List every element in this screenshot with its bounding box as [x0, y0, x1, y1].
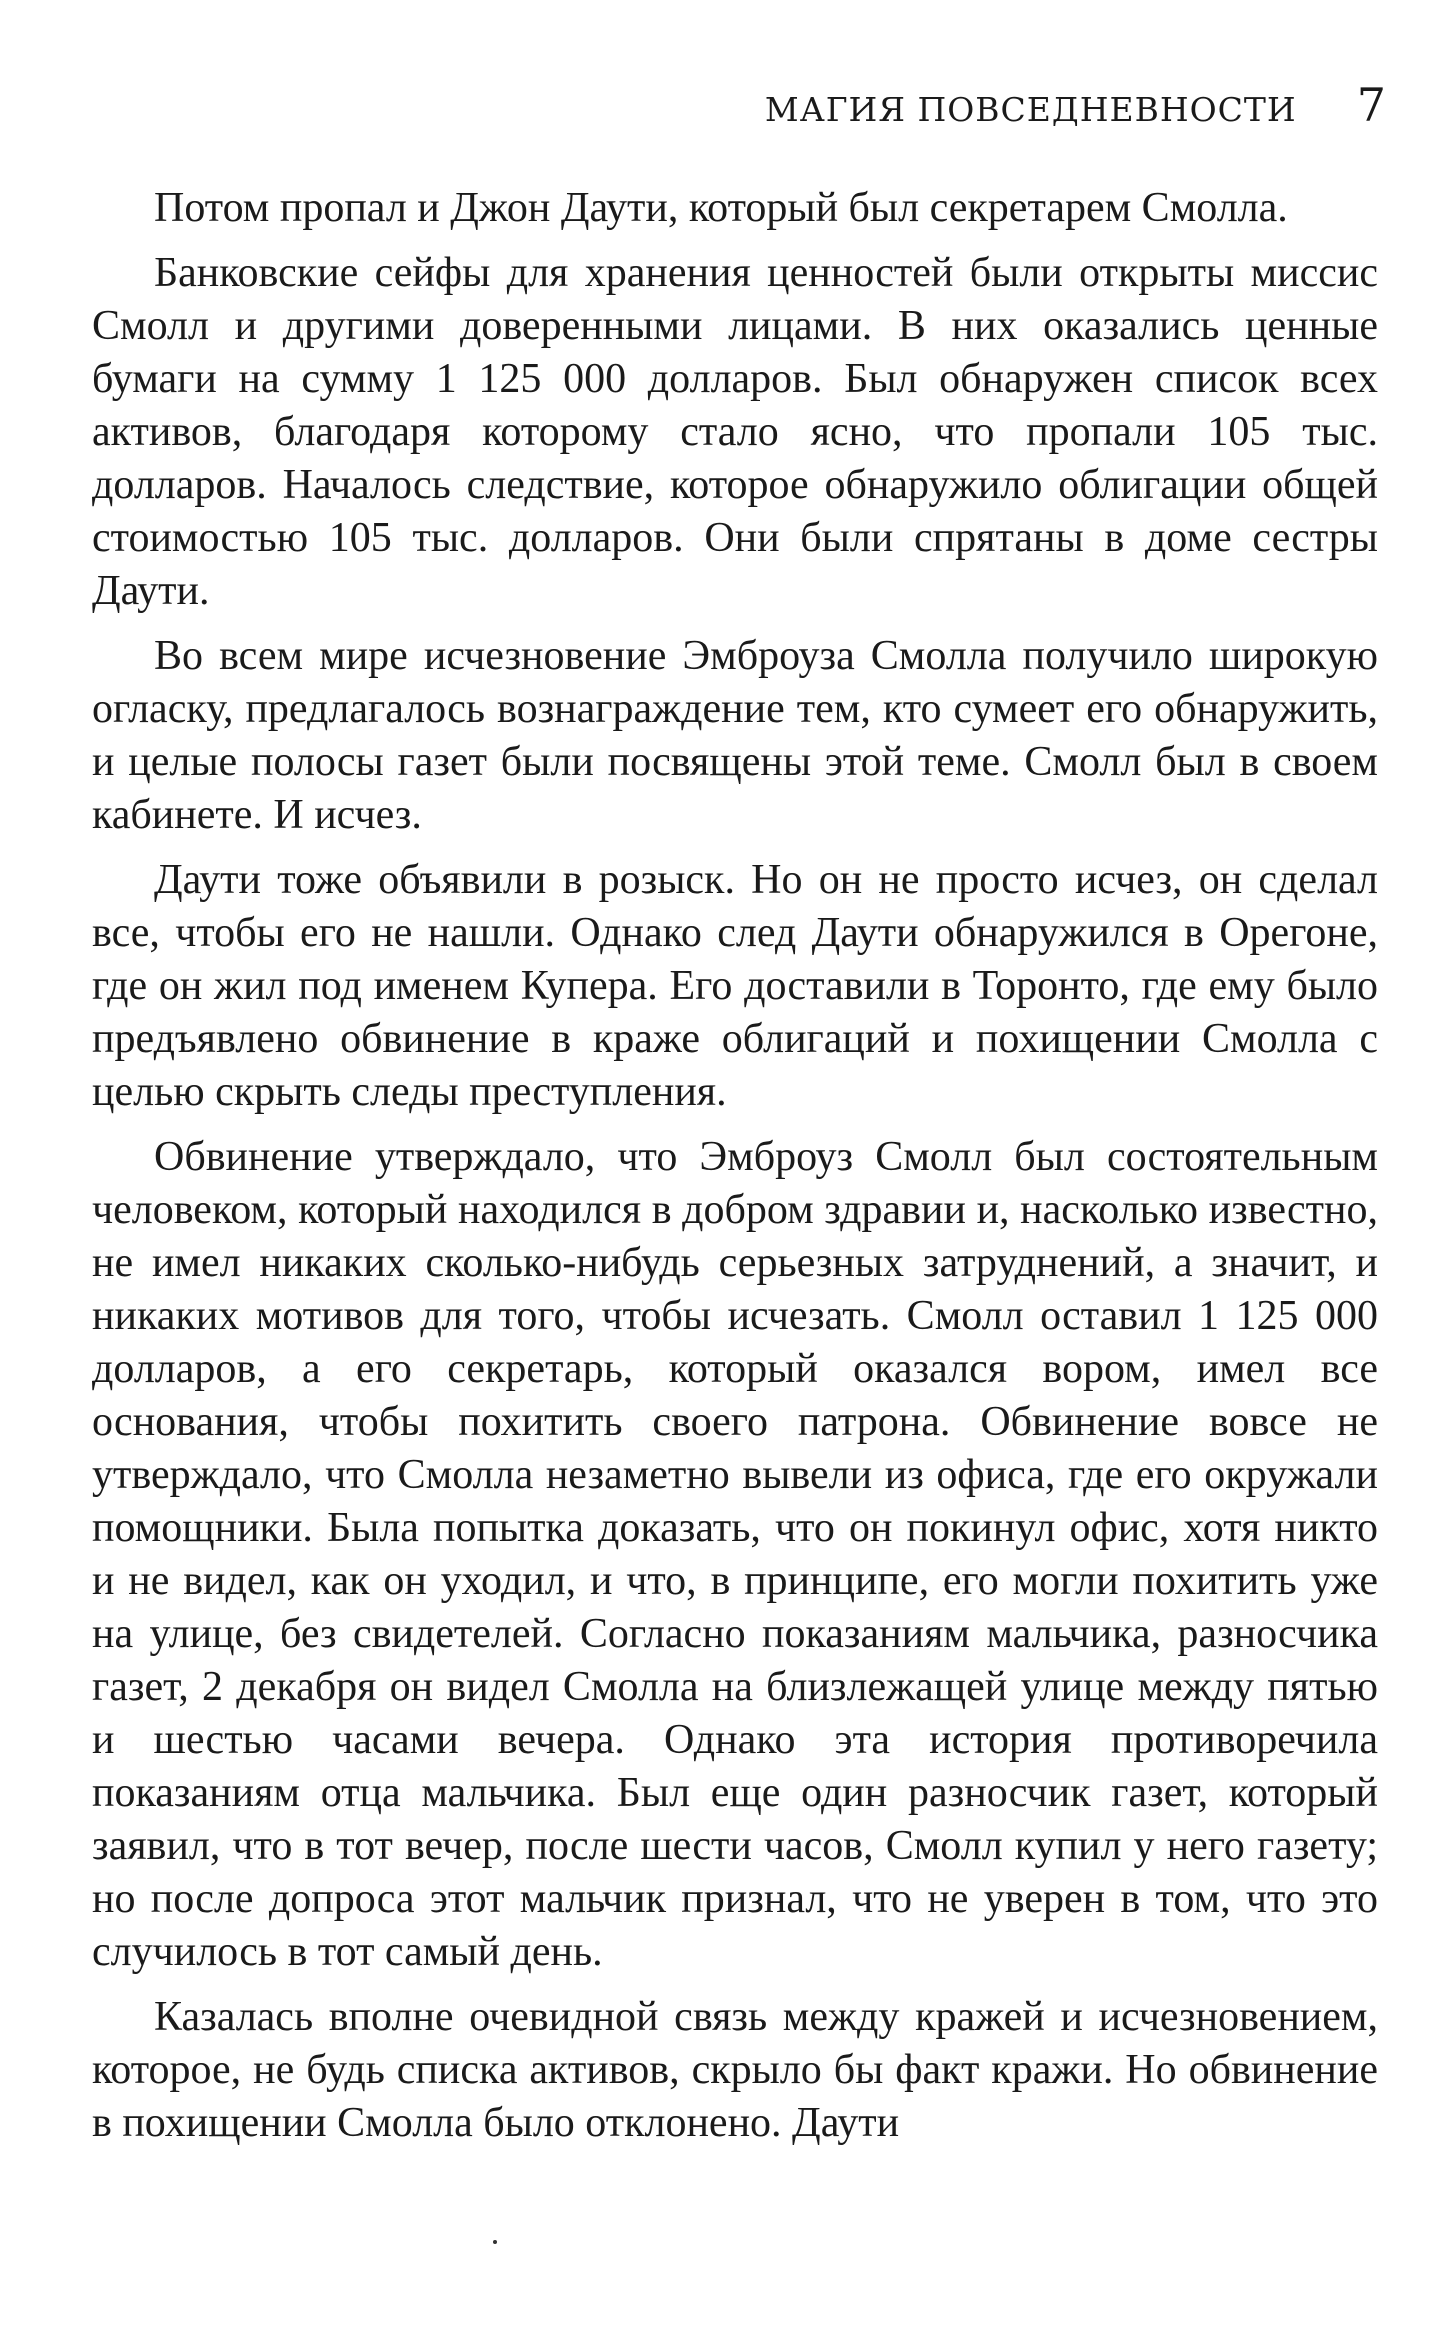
body-text: [92, 182, 1378, 2150]
running-header: [765, 78, 1386, 132]
paragraph: Даути тоже объявили в розыск. Но он не просто исчез, он сделал все, чтобы его не нашли. Однако след Даути обнаружился в Орегоне, где он жил под именем Купера. Его доставили в Торонто, где ему было предъявлено обвинение в краже облигаций и похищении Смолла с целью скрыть следы преступления.: [92, 857, 1378, 1115]
print-speck: [493, 2240, 497, 2244]
paragraph: Банковские сейфы для хранения ценностей были открыты миссис Смолл и другими доверенными лицами. В них оказались ценные бумаги на сумму 1 125 000 долларов. Был обнаружен список всех активов, благодаря которому стало ясно, что пропали 105 тыс. долларов. Началось следствие, которое обнаружило облигации общей стоимостью 105 тыс. долларов. Они были спрятаны в доме сестры Даути.: [92, 250, 1378, 614]
paragraph: Казалась вполне очевидной связь между кражей и исчезновением, которое, не будь списка активов, скрыло бы факт кражи. Но обвинение в похищении Смолла было отклонено. Даути: [92, 1994, 1378, 2146]
paragraph: Во всем мире исчезновение Эмброуза Смолла получило широкую огласку, предлагалось вознаграждение тем, кто сумеет его обнаружить, и целые полосы газет были посвящены этой теме. Смолл был в своем кабинете. И исчез.: [92, 633, 1378, 838]
running-title: МАГИЯ ПОВСЕДНЕВНОСТИ: [764, 90, 1297, 129]
paragraph: Потом пропал и Джон Даути, который был секретарем Смолла.: [154, 185, 1288, 231]
paragraph: Обвинение утверждало, что Эмброуз Смолл был состоятельным человеком, который находился в добром здравии и, насколько известно, не имел никаких сколько-нибудь серьезных затруднений, а значит, и никаких мотивов для того, чтобы исчезать. Смолл оставил 1 125 000 долларов, а его секретарь, который оказался вором, имел все основания, чтобы похитить своего патрона. Обвинение вовсе не утверждало, что Смолла незаметно вывели из офиса, где его окружали помощники. Была попытка доказать, что он покинул офис, хотя никто и не видел, как он уходил, и что, в принципе, его могли похитить уже на улице, без свидетелей. Согласно показаниям мальчика, разносчика газет, 2 декабря он видел Смолла на близлежащей улице между пятью и шестью часами вечера. Однако эта история противоречила показаниям отца мальчика. Был еще один разносчик газет, который заявил, что в тот вечер, после шести часов, Смолл купил у него газету; но после допроса этот мальчик признал, что не уверен в том, что это случилось в тот самый день.: [92, 1134, 1378, 1975]
page-number: 7: [1356, 78, 1386, 132]
